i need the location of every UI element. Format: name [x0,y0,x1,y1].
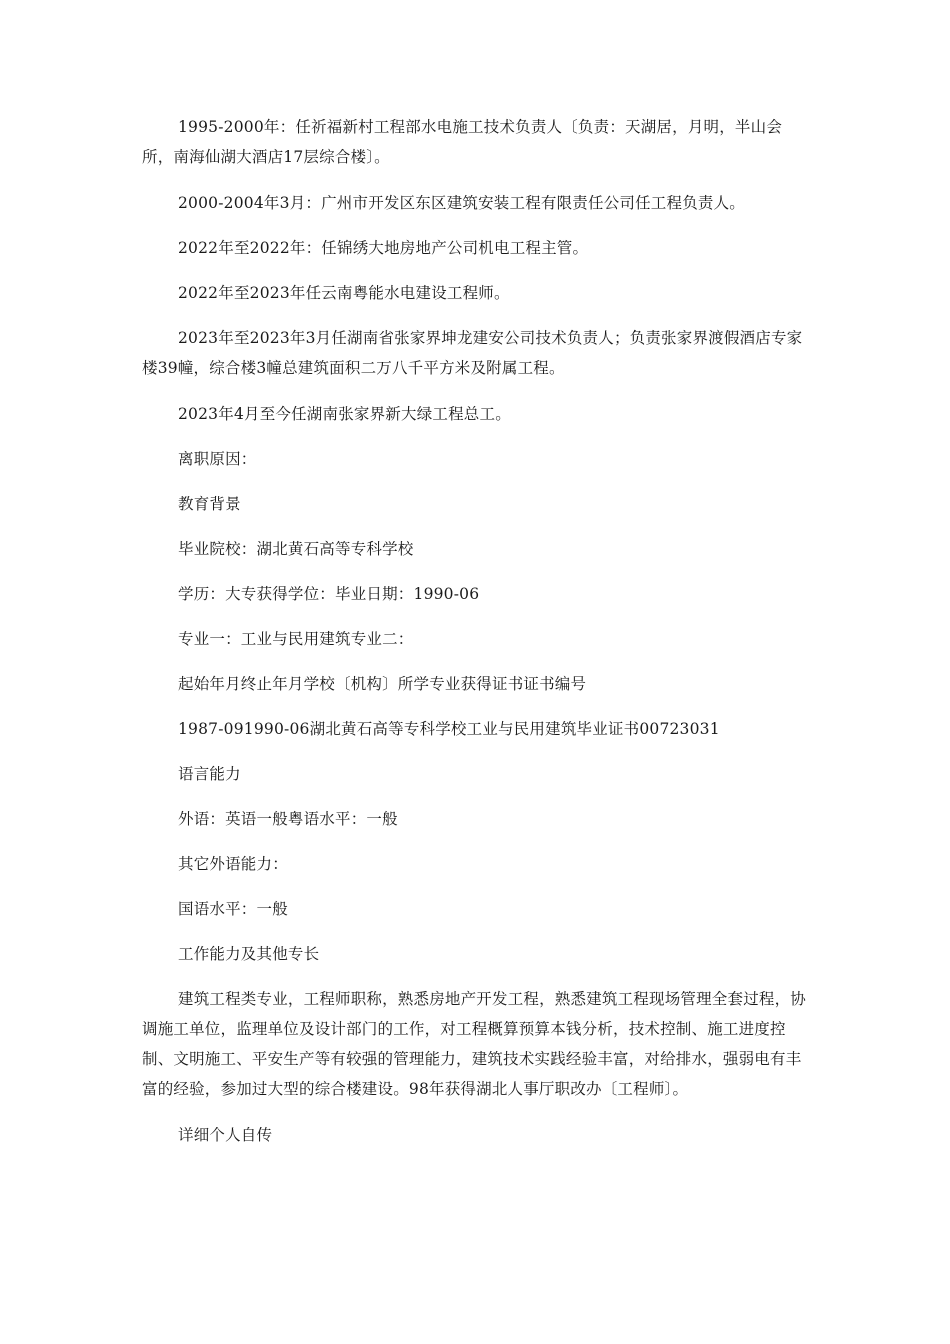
section-heading-autobiography: 详细个人自传 [178,1126,273,1144]
paragraph-work-2000-2004: 2000-2004年3月：广州市开发区东区建筑安装工程有限责任公司任工程负责人。 [178,194,745,212]
paragraph-mandarin: 国语水平：一般 [178,900,288,918]
paragraph-education-record: 1987-091990-06湖北黄石高等专科学校工业与民用建筑毕业证书00723031 [178,720,720,738]
paragraph-work-jinxiu: 2022年至2022年：任锦绣大地房地产公司机电工程主管。 [178,239,589,257]
section-heading-language: 语言能力 [178,765,241,783]
paragraph-work-yunnan: 2022年至2023年任云南粤能水电建设工程师。 [178,284,510,302]
paragraph-skills: 建筑工程类专业，工程师职称，熟悉房地产开发工程，熟悉建筑工程现场管理全套过程，协调施工单位，监理单位及设计部门的工作，对工程概算预算本钱分析，技术控制、施工进度控制、文明施工、平安生产等有较强的管理能力，建筑技术实践经验丰富，对给排水，强弱电有丰富的经验，参加过大型的综合楼建设。98年获得湖北人事厅职改办〔工程师〕。 [142,990,807,1098]
paragraph-school: 毕业院校：湖北黄石高等专科学校 [178,540,414,558]
section-heading-education: 教育背景 [178,495,241,513]
paragraph-foreign-language: 外语：英语一般粤语水平：一般 [178,810,398,828]
paragraph-work-current: 2023年4月至今任湖南张家界新大绿工程总工。 [178,405,511,423]
paragraph-other-language: 其它外语能力： [178,855,288,873]
paragraph-work-1995-2000: 1995-2000年：任祈福新村工程部水电施工技术负责人〔负责：天湖居，月明，半山会所，南海仙湖大酒店17层综合楼〕。 [142,118,783,166]
document-body [142,112,807,1165]
paragraph-major: 专业一：工业与民用建筑专业二： [178,630,414,648]
paragraph-work-zhangjiajie-kunlong: 2023年至2023年3月任湖南省张家界坤龙建安公司技术负责人；负责张家界渡假酒店专家楼39幢，综合楼3幢总建筑面积二万八千平方米及附属工程。 [142,329,803,377]
paragraph-education-header: 起始年月终止年月学校〔机构〕所学专业获得证书证书编号 [178,675,587,693]
paragraph-degree: 学历：大专获得学位：毕业日期：1990-06 [178,585,480,603]
section-heading-skills: 工作能力及其他专长 [178,945,320,963]
paragraph-leave-reason: 离职原因： [178,450,257,468]
